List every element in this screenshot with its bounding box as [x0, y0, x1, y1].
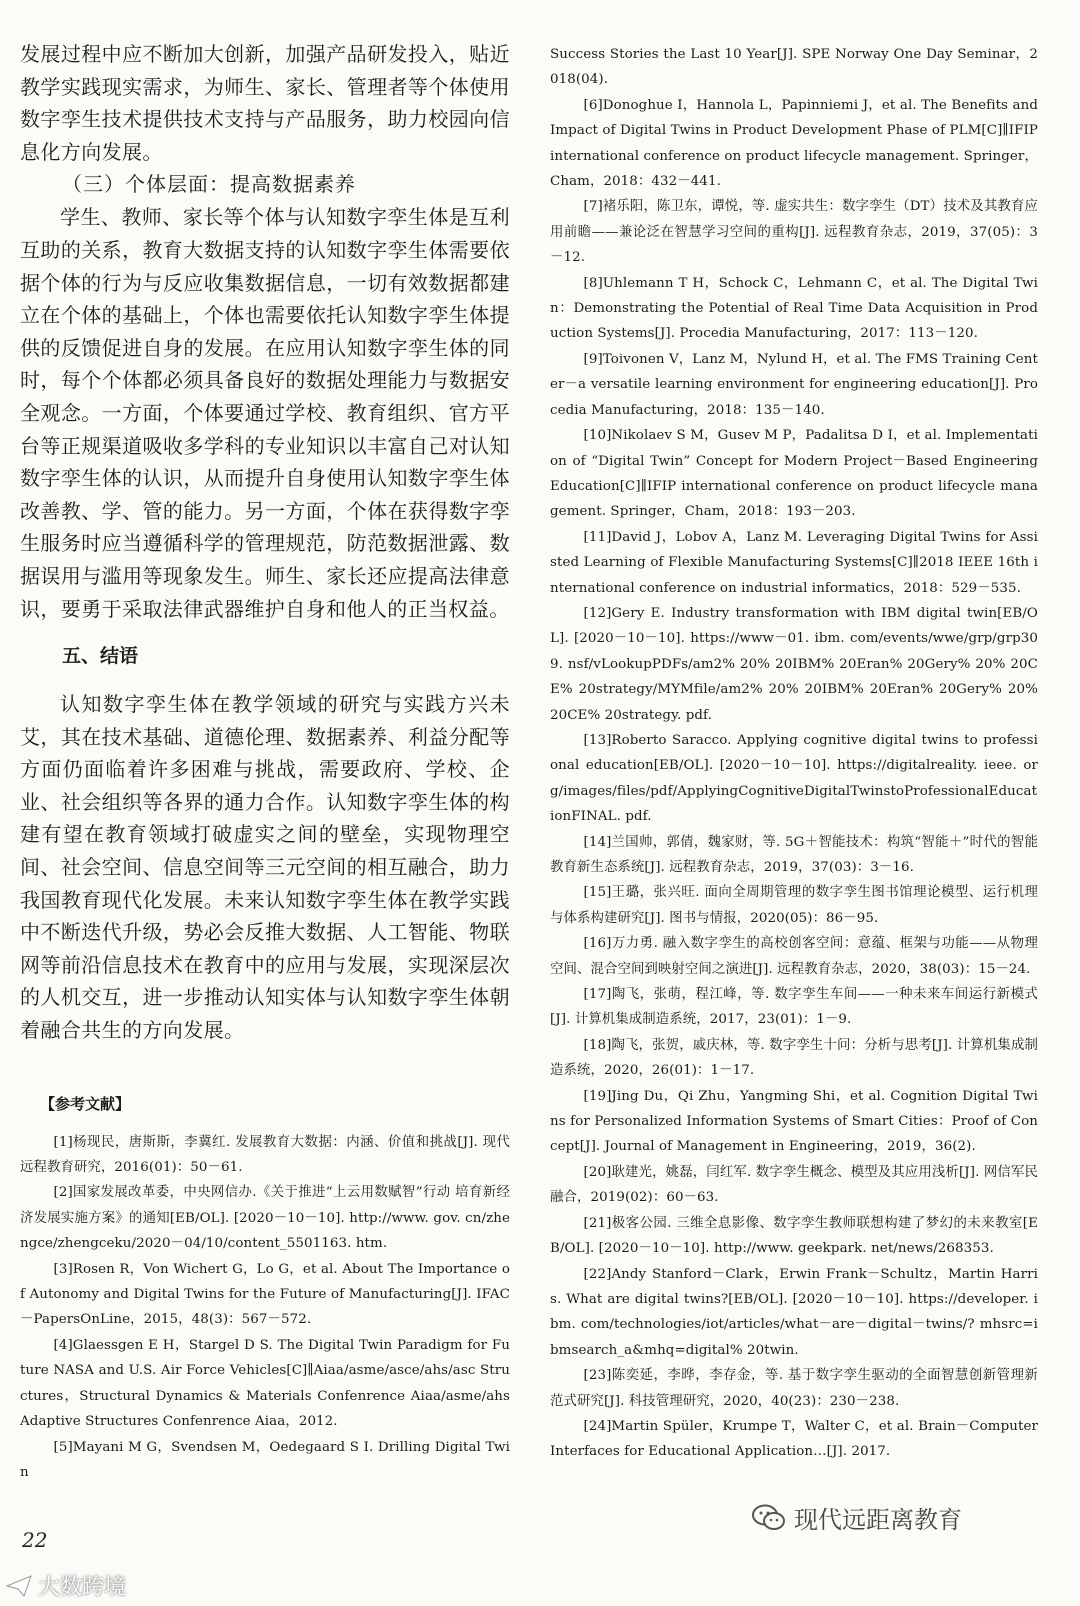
watermark-right: [752, 1500, 962, 1535]
body-paragraph-individual: 学生、教师、家长等个体与认知数字孪生体是互利互助的关系，教育大数据支持的认知数字孪生体需要依据个体的行为与反应收集数据信息，一切有效数据都建立在个体的基础上，个体也需要依托认知数字孪生体提供的反馈促进自身的发展。在应用认知数字孪生体的同时，每个个体都必须具备良好的数据处理能力与数据安全观念。一方面，个体要通过学校、教育组织、官方平台等正规渠道吸收多学科的专业知识以丰富自己对认知数字孪生体的认识，从而提升自身使用认知数字孪生体改善教、学、管的能力。另一方面，个体在获得数字孪生服务时应当遵循科学的管理规范，防范数据泄露、数据误用与滥用等现象发生。师生、家长还应提高法律意识，要勇于采取法律武器维护自身和他人的正当权益。: [20, 205, 510, 621]
reference-item: [15]王璐，张兴旺. 面向全周期管理的数字孪生图书馆理论模型、运行机理与体系构建研究[J]. 图书与情报，2020(05)：86－95.: [550, 885, 1038, 926]
reference-item: [17]陶飞，张萌，程江峰，等. 数字孪生车间——一种未来车间运行新模式[J]. 计算机集成制造系统，2017，23(01)：1－9.: [550, 987, 1038, 1028]
reference-item: [16]万力勇. 融入数字孪生的高校创客空间：意蕴、框架与功能——从物理空间、混合空间到映射空间之演进[J]. 远程教育杂志，2020，38(03)：15－24.: [550, 936, 1038, 977]
reference-item: [1]杨现民，唐斯斯，李冀红. 发展教育大数据：内涵、价值和挑战[J]. 现代远程教育研究，2016(01)：50－61.: [20, 1134, 510, 1176]
body-paragraph-conclusion: 认知数字孪生体在教学领域的研究与实践方兴未艾，其在技术基础、道德伦理、数据素养、利益分配等方面仍面临着许多困难与挑战，需要政府、学校、企业、社会组织等各界的通力合作。认知数字孪生体的构建有望在教育领域打破虚实之间的壁垒，实现物理空间、社会空间、信息空间等三元空间的相互融合，助力我国教育现代化发展。未来认知数字孪生体在教学实践中不断迭代升级，势必会反推大数据、人工智能、物联网等前沿信息技术在教育中的应用与发展，实现深层次的人机交互，进一步推动认知实体与认知数字孪生体朝着融合共生的方向发展。: [20, 692, 510, 1043]
wechat-icon: [752, 1504, 786, 1532]
section-heading-conclusion: 五、结语: [62, 645, 139, 668]
watermark-left-text: 大数跨境: [38, 1575, 127, 1600]
reference-item: [4]Glaessgen E H，Stargel D S. The Digital Twin Paradigm for Future NASA and U.S. Air Force Vehicles[C]∥Aiaa/asme/asce/ahs/asc Structures，Structural Dynamics & Materials Confenrence Aiaa/asme/ahs Adaptive Structures Confenrence Aiaa，2012.: [20, 1337, 510, 1430]
left-column: [20, 38, 510, 1485]
body-paragraph-intro: 发展过程中应不断加大创新，加强产品研发投入，贴近教学实践现实需求，为师生、家长、管理者等个体使用数字孪生技术提供技术支持与产品服务，助力校园向信息化方向发展。: [20, 42, 510, 164]
reference-item: [22]Andy Stanford－Clark，Erwin Frank－Schultz，Martin Harris. What are digital twins?[EB/OL]. [2020－10－10]. https://developer. ibm. com/technologies/iot/articles/what－are－digital－twins/? mhsrc=ibmsearch_a&mhq=digital% 20twin.: [550, 1266, 1038, 1358]
reference-item: [20]耿建光，姚磊，闫红军. 数字孪生概念、模型及其应用浅析[J]. 网信军民融合，2019(02)：60－63.: [550, 1164, 1038, 1206]
watermark-right-text: 现代远距离教育: [794, 1506, 962, 1534]
reference-continuation: Success Stories the Last 10 Year[J]. SPE Norway One Day Seminar，2018(04).: [550, 47, 1038, 88]
reference-item: [3]Rosen R，Von Wichert G，Lo G，et al. About The Importance of Autonomy and Digital Twins for the Future of Manufacturing[J]. IFAC－PapersOnLine，2015，48(3)：567－572.: [20, 1261, 510, 1328]
reference-list-left: [20, 1130, 510, 1486]
reference-item: [14]兰国帅，郭倩，魏家财，等. 5G＋智能技术：构筑“智能＋”时代的智能教育新生态系统[J]. 远程教育杂志，2019，37(03)：3－16.: [550, 834, 1038, 875]
reference-item: [19]Jing Du，Qi Zhu，Yangming Shi，et al. Cognition Digital Twins for Personalized Information Systems of Smart Cities：Proof of Concept[J]. Journal of Management in Engineering，2019，36(2).: [550, 1088, 1038, 1155]
reference-item: [2]国家发展改革委，中央网信办.《关于推进“上云用数赋智”行动 培育新经济发展实施方案》的通知[EB/OL]. [2020－10－10]. http://www. gov. cn/zhengce/zhengceku/2020－04/10/content_5501163. htm.: [20, 1185, 510, 1252]
reference-item: [13]Roberto Saracco. Applying cognitive digital twins to professional education[EB/OL]. [2020－10－10]. https://digitalreality. ieee. org/images/files/pdf/ApplyingCognitiveDigitalTwinstoProfessionalEducationFINAL. pdf.: [550, 732, 1038, 825]
paper-plane-icon: [6, 1575, 32, 1597]
reference-item: [11]David J，Lobov A，Lanz M. Leveraging Digital Twins for Assisted Learning of Flexible Manufacturing Systems[C]∥2018 IEEE 16th international conference on industrial informatics，2018：529－535.: [550, 529, 1038, 596]
reference-item: [8]Uhlemann T H，Schock C，Lehmann C，et al. The Digital Twin：Demonstrating the Potential of Real Time Data Acquisition in Production Systems[J]. Procedia Manufacturing，2017：113－120.: [550, 275, 1038, 342]
reference-item: [21]极客公园. 三维全息影像、数字孪生教师联想构建了梦幻的未来教室[EB/OL]. [2020－10－10]. http://www. geekpark. net/news/268353.: [550, 1215, 1038, 1257]
reference-item: [18]陶飞，张贺，戚庆林，等. 数字孪生十问：分析与思考[J]. 计算机集成制造系统，2020，26(01)：1－17.: [550, 1037, 1038, 1079]
reference-item: [23]陈奕延，李晔，李存金，等. 基于数字孪生驱动的全面智慧创新管理新范式研究[J]. 科技管理研究，2020，40(23)：230－238.: [550, 1368, 1038, 1409]
references-heading: 【参考文献】: [40, 1094, 131, 1113]
reference-item: [6]Donoghue I，Hannola L，Papinniemi J，et al. The Benefits and Impact of Digital Twins in Product Development Phase of PLM[C]∥IFIP international conference on product lifecycle management. Springer，Cham，2018：432－441.: [550, 97, 1038, 190]
subsection-heading: （三）个体层面：提高数据素养: [62, 172, 356, 197]
reference-item: [7]褚乐阳，陈卫东，谭悦，等. 虚实共生：数字孪生（DT）技术及其教育应用前瞻——兼论泛在智慧学习空间的重构[J]. 远程教育杂志，2019，37(05)：3－12.: [550, 199, 1038, 266]
reference-item: [5]Mayani M G，Svendsen M，Oedegaard S I. Drilling Digital Twin: [20, 1439, 510, 1480]
reference-item: [9]Toivonen V，Lanz M，Nylund H，et al. The FMS Training Center－a versatile learning environment for engineering education[J]. Procedia Manufacturing，2018：135－140.: [550, 351, 1038, 418]
reference-item: [24]Martin Spüler，Krumpe T，Walter C，et al. Brain－Computer Interfaces for Educational Application…[J]. 2017.: [550, 1418, 1038, 1460]
watermark-left: [6, 1570, 126, 1601]
right-column: [550, 42, 1038, 1465]
page-number: 22: [22, 1528, 48, 1552]
reference-item: [12]Gery E. Industry transformation with IBM digital twin[EB/OL]. [2020－10－10]. https://www－01. ibm. com/events/wwe/grp/grp309. nsf/vLookupPDFs/am2% 20% 20IBM% 20Eran% 20Gery% 20% 20CE% 20strategy/MYMfile/am2% 20% 20IBM% 20Eran% 20Gery% 20% 20CE% 20strategy. pdf.: [550, 605, 1038, 723]
reference-item: [10]Nikolaev S M，Gusev M P，Padalitsa D I，et al. Implementation of “Digital Twin” Concept for Modern Project－Based Engineering Education[C]∥IFIP international conference on product lifecycle management. Springer，Cham，2018：193－203.: [550, 428, 1038, 520]
